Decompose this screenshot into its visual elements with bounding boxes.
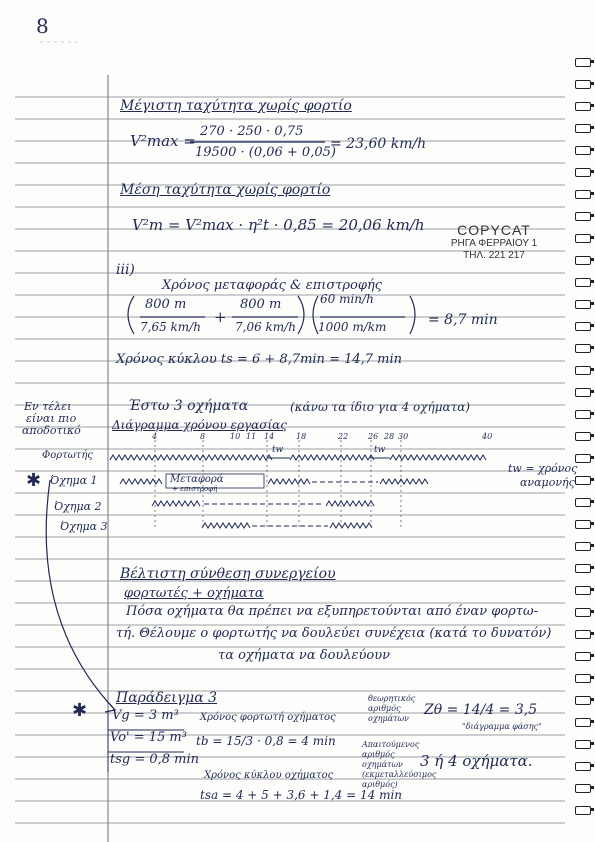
- tick-label: 40: [482, 432, 493, 441]
- transport-label: Μεταφορά: [170, 474, 224, 485]
- z-theoretical-formula: Zθ = 14/4 = 3,5: [424, 702, 538, 718]
- section3-intro: Έστω 3 οχήματα: [128, 398, 249, 414]
- part-iii-label: iii): [116, 262, 135, 278]
- tick-label: 26: [368, 432, 379, 441]
- row-label-vehicle3: Όχημα 3: [60, 520, 108, 533]
- plus-sign: +: [214, 308, 227, 326]
- required-label-line1: Απαιτούμενος: [362, 740, 420, 749]
- transport-sub-label: + επιστροφή: [172, 485, 218, 493]
- spiral-binding: [565, 0, 595, 842]
- margin-note-line2: είναι πιο: [26, 412, 77, 425]
- tw-marker-2: tw: [374, 445, 386, 455]
- required-label-line5: αριθμός): [362, 780, 398, 789]
- theoretical-label-line2: αριθμός: [368, 704, 401, 713]
- copycat-stamp-name: COPYCAT: [457, 222, 531, 238]
- tick-label: 28: [384, 432, 395, 441]
- required-label-line2: αριθμός: [362, 750, 395, 759]
- row-label-loader: Φορτωτής: [42, 450, 93, 461]
- margin-note-line3: αποδοτικό: [22, 424, 81, 437]
- section2-title: Μέση ταχύτητα χωρίς φορτίο: [120, 182, 331, 198]
- copycat-stamp-phone: ΤΗΛ. 221 217: [463, 250, 525, 261]
- section3-intro-note: (κάνω τα ίδιο για 4 οχήματα): [290, 400, 471, 414]
- theoretical-label-line1: θεωρητικός: [368, 694, 416, 703]
- fraction-bar: [190, 141, 325, 144]
- term2-numerator: 800 m: [240, 297, 282, 312]
- theoretical-label-line3: οχημάτων: [368, 714, 409, 723]
- tick-label: 10: [230, 432, 241, 441]
- required-vehicles: 3 ή 4 οχήματα.: [420, 752, 533, 770]
- example-vo: Vo' = 15 m³: [110, 730, 187, 745]
- term1-denominator: 7,65 km/h: [140, 320, 201, 334]
- vmax-result: = 23,60 km/h: [330, 136, 427, 152]
- tw-legend-line2: αναμονής: [520, 476, 575, 489]
- tick-label: 18: [296, 432, 307, 441]
- section4-text-line3: τα οχήματα να δουλεύουν: [218, 648, 391, 663]
- row-label-vehicle1: Όχημα 1: [50, 474, 98, 487]
- tick-label: 8: [200, 432, 206, 441]
- example-tsg: tsg = 0,8 min: [110, 752, 200, 767]
- part-iii-result: = 8,7 min: [428, 312, 498, 328]
- section4-text-line2: τή. Θέλουμε ο φορτωτής να δουλεύει συνέχεια (κατά το δυνατόν): [116, 626, 552, 641]
- required-label-line4: (εκμεταλλεύσιμος: [362, 770, 437, 779]
- part-iii-heading: Χρόνος μεταφοράς & επιστροφής: [162, 278, 383, 293]
- tw-marker-1: tw: [272, 445, 284, 455]
- page-number: 8: [36, 14, 49, 38]
- loader-time-label: Χρόνος φορτωτή οχήματος: [200, 712, 336, 723]
- timeline-diagram: [100, 440, 520, 540]
- cycle-time: Χρόνος κύκλου ts = 6 + 8,7min = 14,7 min: [116, 352, 403, 367]
- diagram-title: Διάγραμμα χρόνου εργασίας: [112, 418, 287, 432]
- required-label-line3: οχημάτων: [362, 760, 403, 769]
- example-title: Παράδειγμα 3: [116, 690, 218, 706]
- example-vg: Vg = 3 m³: [112, 708, 179, 723]
- loader-time: tb = 15/3 · 0,8 = 4 min: [196, 734, 336, 748]
- section4-text-line1: Πόσα οχήματα θα πρέπει να εξυπηρετούνται από έναν φορτω-: [126, 604, 538, 619]
- tick-label: 4: [152, 432, 158, 441]
- term2-denominator: 7,06 km/h: [235, 320, 296, 334]
- z-note: "διάγραμμα φάσης": [462, 722, 542, 731]
- tick-label: 14: [264, 432, 275, 441]
- row-label-vehicle2: Όχημα 2: [54, 500, 102, 513]
- section4-subtitle: φορτωτές + οχήματα: [124, 586, 264, 601]
- margin-note-line1: Εν τέλει: [24, 400, 72, 413]
- asterisk-mark: ✱: [26, 470, 42, 491]
- conversion-denominator: 1000 m/km: [318, 320, 387, 334]
- cycle-label: Χρόνος κύκλου οχήματος: [204, 770, 334, 781]
- conversion-numerator: 60 min/h: [320, 292, 374, 306]
- section4-title: Βέλτιστη σύνθεση συνεργείου: [120, 566, 336, 582]
- vmax-denominator: 19500 · (0,06 + 0,05): [195, 145, 336, 160]
- vmax-lhs: V²max =: [130, 132, 196, 150]
- term1-numerator: 800 m: [145, 297, 187, 312]
- vmax-numerator: 270 · 250 · 0,75: [200, 124, 304, 139]
- tick-label: 22: [338, 432, 349, 441]
- tw-legend-line1: tw = χρόνος: [508, 462, 578, 475]
- copycat-stamp-address: ΡΗΓΑ ΦΕΡΡΑΙΟΥ 1: [450, 238, 538, 249]
- tick-label: 11: [246, 432, 257, 441]
- tick-label: 30: [398, 432, 409, 441]
- asterisk-mark: ✱: [72, 700, 88, 721]
- part-iii-brackets: [120, 292, 420, 340]
- vehicle-cycle-time: tsa = 4 + 5 + 3,6 + 1,4 = 14 min: [200, 788, 403, 802]
- vm-formula: V²m = V²max · η²t · 0,85 = 20,06 km/h: [132, 216, 425, 234]
- section1-title: Μέγιστη ταχύτητα χωρίς φορτίο: [120, 98, 352, 114]
